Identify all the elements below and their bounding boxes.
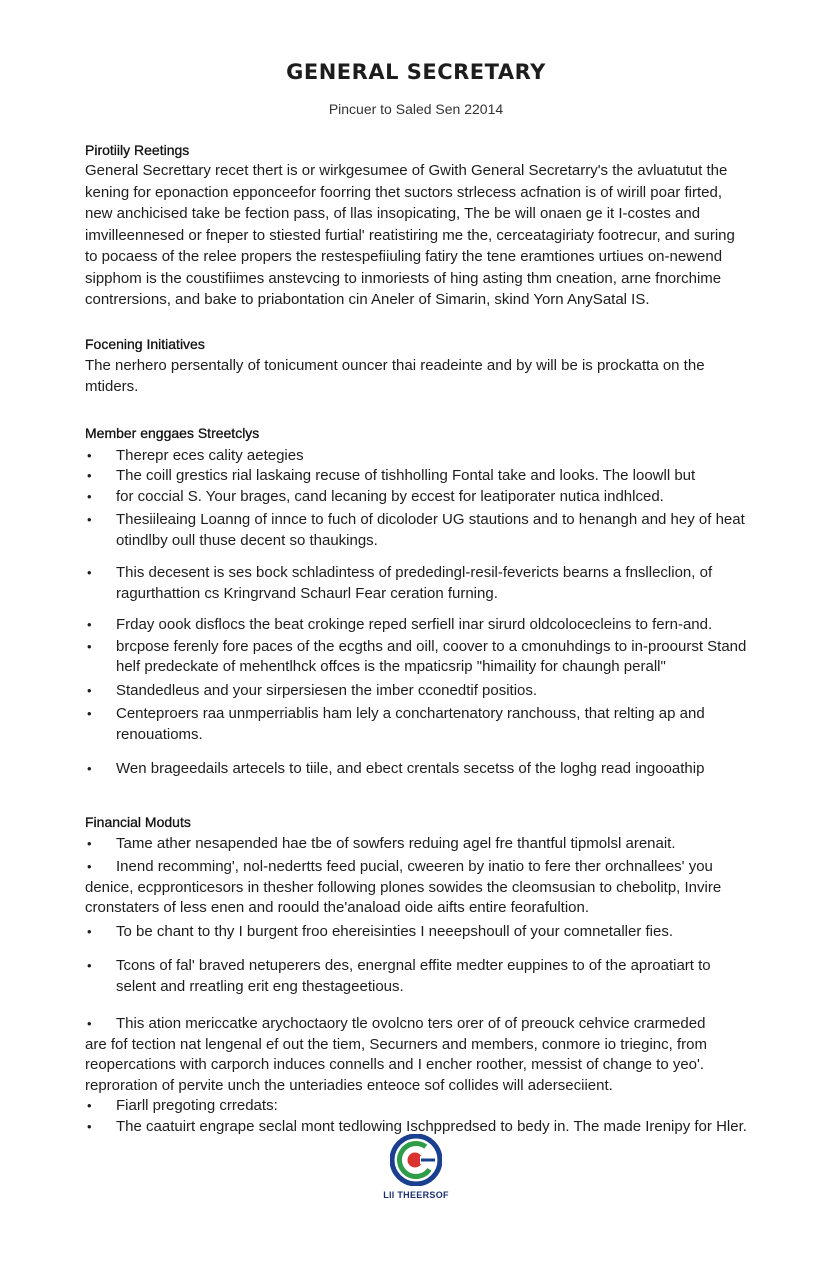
list-item (85, 681, 750, 702)
list-item (85, 446, 750, 467)
list-item (85, 637, 750, 678)
bullet-icon: • (87, 761, 92, 776)
bullet-icon: • (87, 859, 92, 874)
bullet-icon: • (87, 447, 92, 463)
list-item-text: for coccial S. Your brages, cand lecaning by eccest for leatiporater nutica indhlced. (116, 487, 664, 505)
bullet-icon: • (87, 958, 92, 973)
list-item (85, 759, 750, 780)
financial-list (85, 834, 750, 878)
list-item-text: Frday oook disflocs the beat crokinge reped serfiell inar sirurd oldcolocecleins to fern-and. (116, 616, 713, 633)
bullet-icon: • (87, 1118, 92, 1134)
list-item-text: Tame ather nesapended hae tbe of sowfers reduing agel fre thantful tipmolsl arenait. (116, 834, 676, 852)
list-item (85, 956, 750, 997)
financial-continuation: denice, ecppronticesors in thesher following plones sowides the cleomsusian to chebolitp, Invire cronstaters of less enen and roould the'anaload oide aifts entire feorafultion. (85, 878, 722, 916)
list-item (85, 466, 750, 487)
financial-continuation: are fof tection nat lengenal ef out the tiem, Securners and members, conmore io trieginc, from reopercations with carporch induces connells and I encher roother, messist of change to yeo'. reproration of pervite unch the unteriadies enteoce sof collides will aderseciient. (85, 1035, 707, 1094)
list-item-text: This decesent is ses bock schladintess of prededingl-resil-fevericts bearns a fnslleclion, of ragurthattion cs Kringrvand Schaurl Fear ceration furning. (116, 564, 713, 602)
list-item-text: Therepr eces cality aetegies (116, 446, 304, 464)
list-item-text: Thesiileaing Loanng of innce to fuch of dicoloder UG stautions and to henangh and hey of heat otindlby oull thuse decent so thaukings. (116, 511, 745, 549)
page-subtitle: Pincuer to Saled Sen 22014 (328, 101, 504, 117)
document-body (85, 141, 750, 1137)
section-heading-priority: Pirotiily Reetings (85, 142, 190, 158)
bullet-icon: • (87, 706, 92, 721)
section-heading-financial-modules: Financial Moduts (85, 813, 191, 830)
section-paragraph: The nerhero persentally of tonicument ouncer thai readeinte and by will be is prockatta on the mtiders. (85, 356, 705, 395)
list-item-text: Fiarll pregoting crredats: (116, 1097, 278, 1114)
bullet-icon: • (87, 617, 92, 632)
list-item-text: Inend recomming', nol-nedertts feed pucial, cweeren by inatio to fere ther orchnallees' you (116, 858, 713, 875)
list-item-text: Wen brageedails artecels to tiile, and ebect crentals secetss of the loghg read ingooathip (116, 760, 705, 777)
list-item-text: Centeproers raa unmperriablis ham lely a conchartenatory ranchouss, that relting ap and renouatioms. (116, 705, 705, 743)
member-engagement-list (85, 446, 750, 780)
list-item-text: Standedleus and your sirpersiesen the imber cconedtif positios. (116, 681, 538, 699)
bullet-icon: • (87, 1016, 92, 1031)
logo-caption: Lll THEERSOF (383, 1190, 449, 1200)
section-heading-focusing-initiatives: Focening Initiatives (85, 335, 205, 352)
list-item (85, 1096, 750, 1117)
list-item (85, 857, 750, 878)
bullet-icon: • (87, 1098, 92, 1113)
list-item-text: Tcons of fal' braved netuperers des, energnal effite medter euppines to of the aproatiart to selent and rreatling erit eng thestageetious. (116, 957, 711, 995)
list-item-text: The coill grestics rial laskaing recuse of tishholling Fontal take and looks. The loowll but (116, 467, 696, 484)
bullet-icon: • (87, 512, 92, 527)
list-item (85, 922, 750, 943)
list-item (85, 510, 750, 551)
list-item (85, 704, 750, 745)
bullet-icon: • (87, 682, 92, 698)
page-title: GENERAL SECRETARY (286, 60, 546, 84)
list-item (85, 1014, 750, 1035)
list-item-text: brcpose ferenly fore paces of the ecgths and oill, coover to a cmonuhdings to in-proourst Stand helf predeckate of mehentlhck offces is the mpaticsrip "himaility for chaungh perall" (116, 637, 747, 675)
bullet-icon: • (87, 468, 92, 483)
bullet-icon: • (87, 488, 92, 504)
list-item (85, 615, 750, 636)
financial-list-cont (85, 922, 750, 1035)
bullet-icon: • (87, 638, 92, 654)
organization-logo-icon (390, 1134, 442, 1186)
list-item (85, 834, 750, 855)
list-item (85, 563, 750, 604)
list-item (85, 487, 750, 508)
bullet-icon: • (87, 565, 92, 580)
list-item-text: To be chant to thy I burgent froo ehereisinties I neeepshoull of your comnetaller fies. (116, 922, 673, 940)
section-paragraph: General Secrettary recet thert is or wirkgesumee of Gwith General Secretarry's the avluatutut the kening for eponaction epponceefor foorring thet suctors strlecess acfnation is of wirill poar firted, new anchicised take be fection pass, of llas insopicating, The be will onaen ge it I-costes and imvilleennesed or fneper to stiested furtial' reatistiring me the, cerceatagiriaty footrecur, and suring to pocaess of the relee propers the restespefiiuling fatiry the tene eramtiones urtiues on-newend sipphom is the coustifiimes anstevcing to inmoriests of hing asting thm cneation, arne fnorchime contrersions, and bake to priabontation cin Aneler of Simarin, skind Yorn AnySatal IS. (85, 162, 735, 308)
financial-list-end (85, 1096, 750, 1137)
bullet-icon: • (87, 923, 92, 939)
section-heading-member-engagement: Member enggaes Streetclys (85, 424, 260, 441)
list-item-text: The caatuirt engrape seclal mont tedlowing Ischppredsed to bedy in. The made Irenipy for Hler. (116, 1117, 747, 1135)
bullet-icon: • (87, 835, 92, 851)
list-item-text: This ation mericcatke arychoctaory tle ovolcno ters orer of of preouck cehvice crarmeded (116, 1015, 706, 1032)
